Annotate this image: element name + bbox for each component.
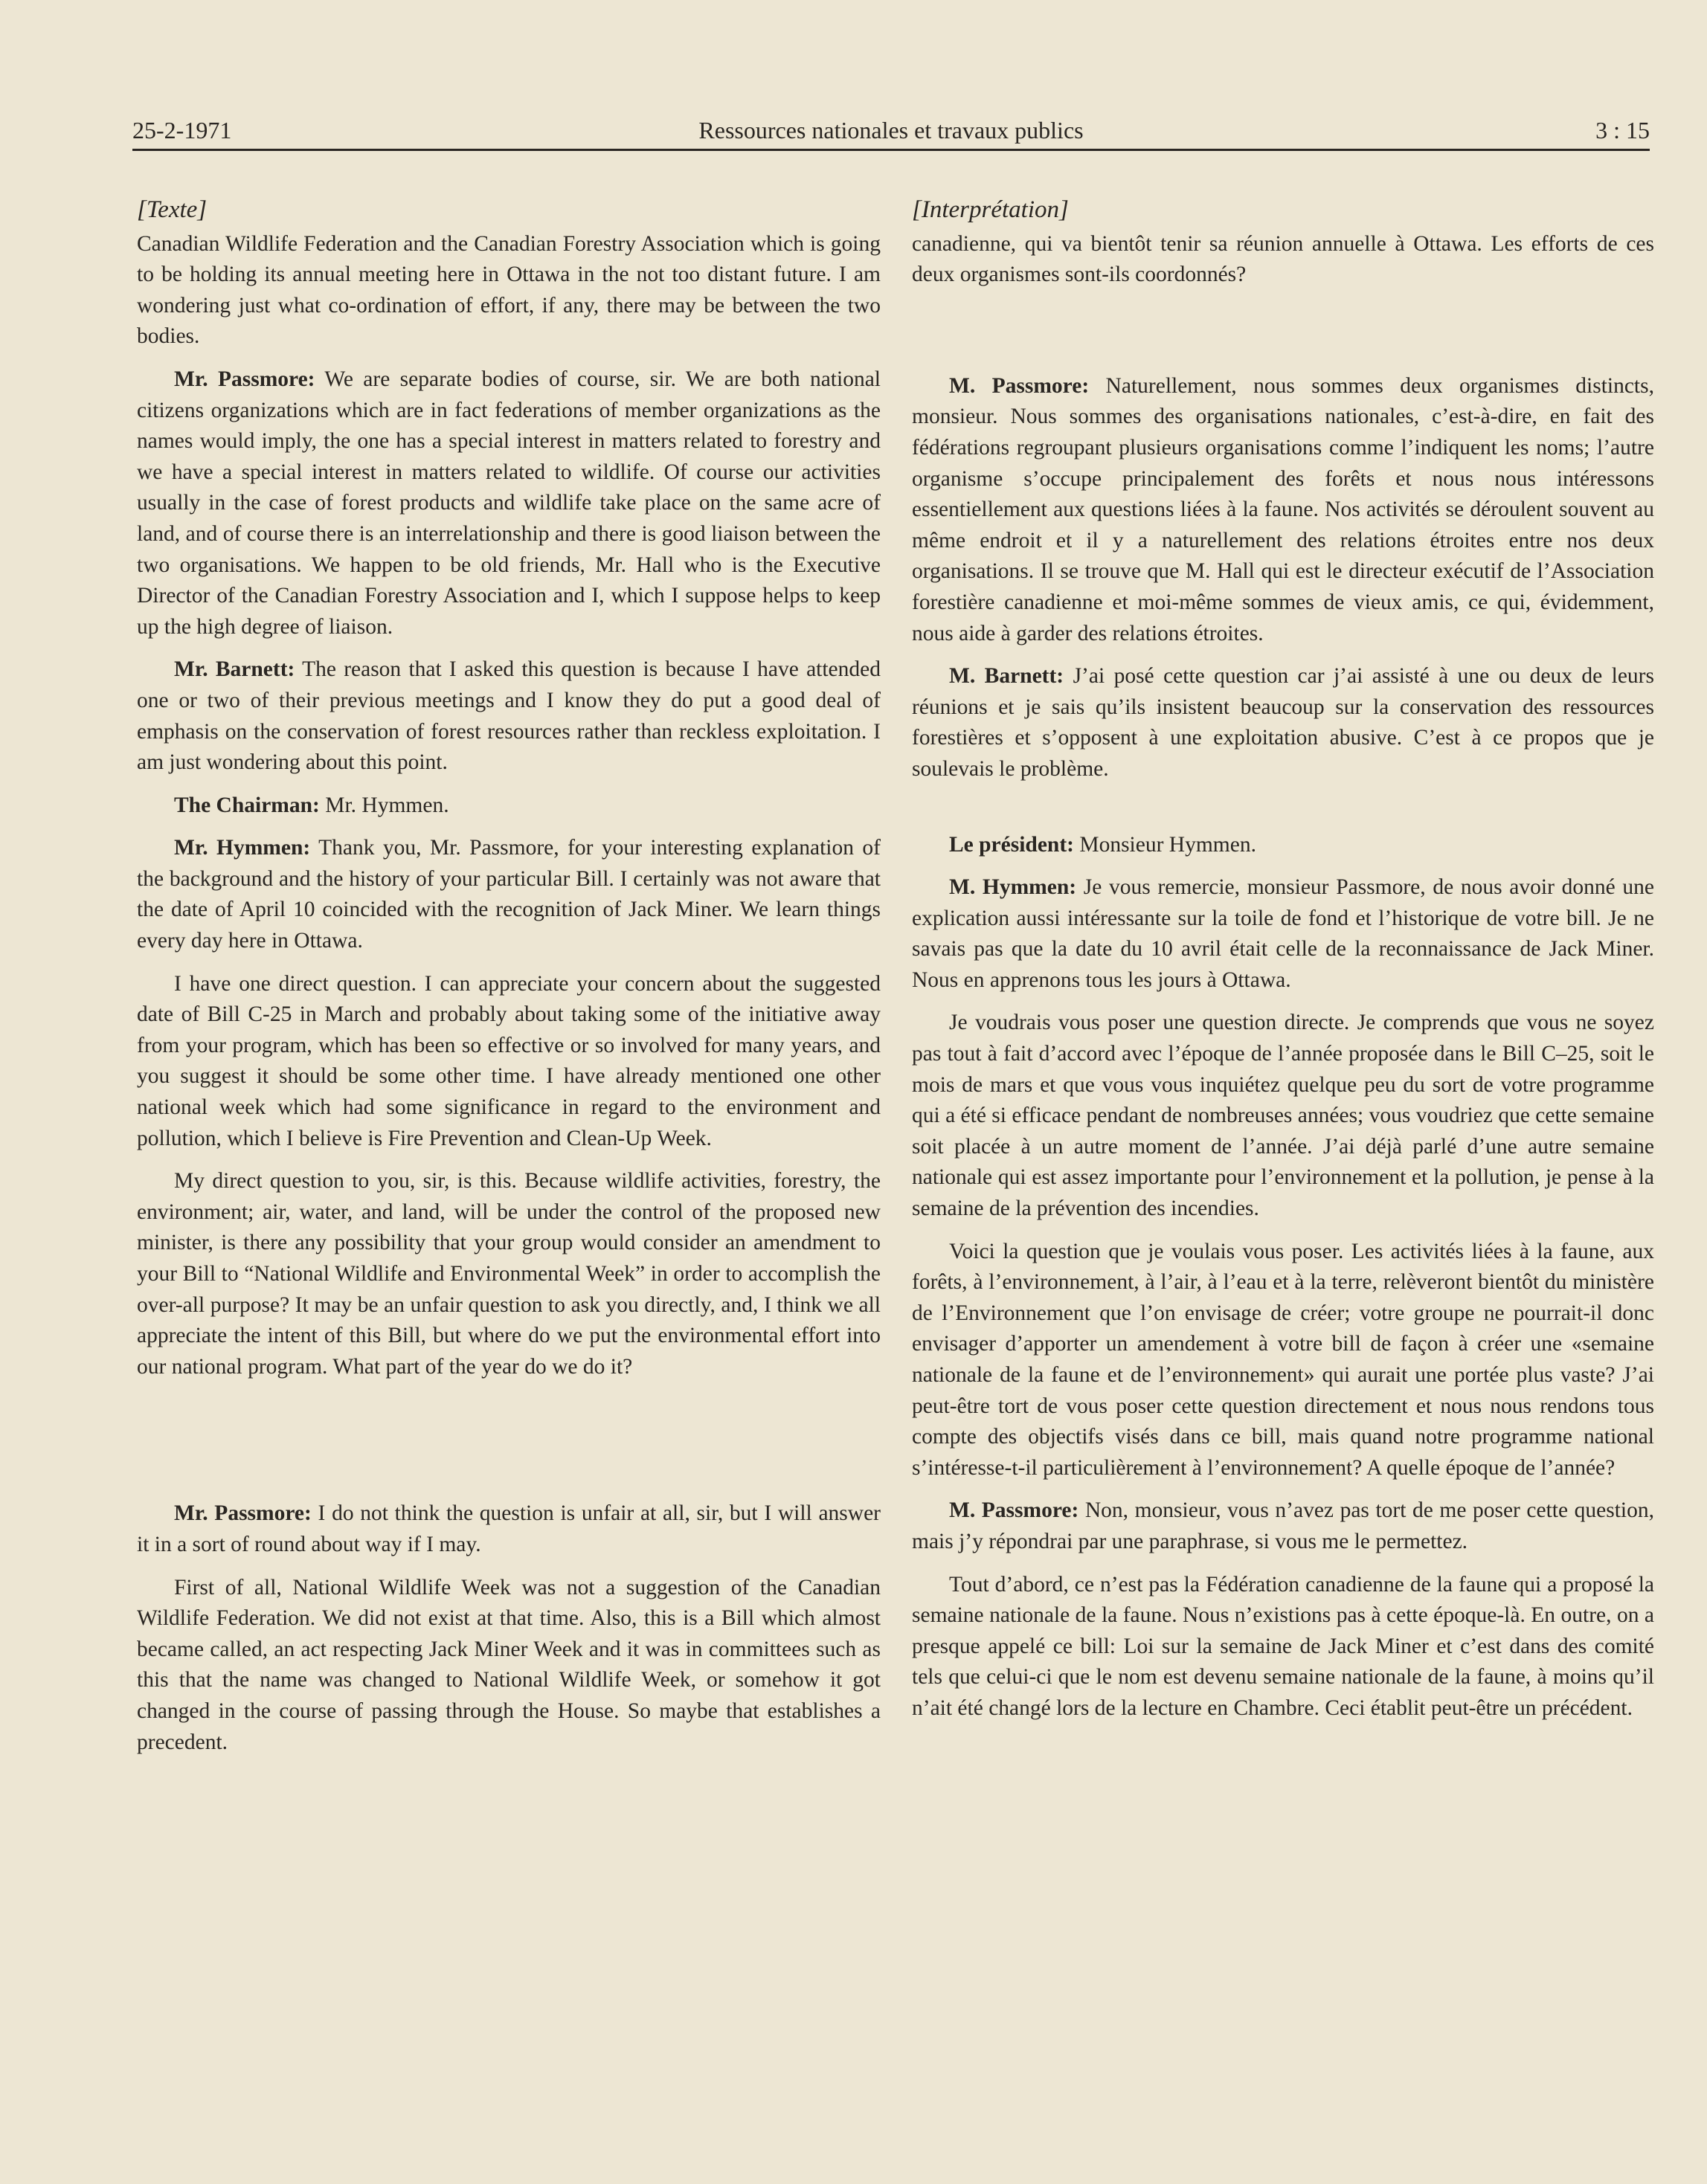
- paragraph: [912, 371, 1654, 649]
- speech-text: Naturellement, nous sommes deux organismes distincts, monsieur. Nous sommes des organisations nationales, c’est-à-dire, en fait des fédérations regroupant plusieurs organisations comme l’indiquent les noms; l’autre organisme s’occupe principalement des forêts et nous nous intéressons essentiellement aux questions liées à la faune. Nos activités se déroulent souvent au même endroit et il y a naturellement des relations étroites entre nos deux organisations. Il se trouve que M. Hall qui est le directeur exécutif de l’Association forestière canadienne et moi-même sommes de vieux amis, ce qui, évidemment, nous aide à garder des relations étroites.: [912, 373, 1654, 645]
- speech-text: J’ai posé cette question car j’ai assisté à une ou deux de leurs réunions et je sais qu’ils insistent beaucoup sur la conservation des ressources forestières et s’opposent à une exploitation abusive. C’est à ce propos que je soulevais le problème.: [912, 664, 1654, 781]
- paragraph: [137, 790, 881, 822]
- speaker-name: The Chairman:: [174, 793, 320, 817]
- paragraph: [137, 1498, 881, 1560]
- paragraph: [137, 364, 881, 642]
- speech-text: Je vous remercie, monsieur Passmore, de nous avoir donné une explication aussi intéressante sur la toile de fond et l’historique de votre bill. Je ne savais pas que la date du 10 avril était celle de la reconnaissance de Jack Miner. Nous en apprenons tous les jours à Ottawa.: [912, 875, 1654, 992]
- speech-text: The reason that I asked this question is because I have attended one or two of their previous meetings and I know they do put a good deal of emphasis on the conservation of forest resources rather than reckless exploitation. I am just wondering about this point.: [137, 657, 881, 775]
- paragraph: Voici la question que je voulais vous poser. Les activités liées à la faune, aux forêts, à l’environnement, à l’air, à l’eau et à la terre, relèveront bientôt du ministère de l’Environnement que l’on envisage de créer; votre groupe ne pourrait-il donc envisager d’apporter un amendement à votre bill de façon à créer une «semaine nationale de la faune et de l’environnement» qui aurait une portée plus vaste? J’ai peut-être tort de vous poser cette question directement et nous nous rendons tous compte des objectifs visés dans ce bill, mais quand notre programme national s’intéresse-t-il particulièrement à l’environnement? A quelle époque de l’année?: [912, 1239, 1654, 1480]
- text-label: [Texte]: [137, 196, 208, 223]
- speaker-name: Mr. Passmore:: [174, 1501, 312, 1526]
- speech-text: We are separate bodies of course, sir. We are both national citizens organizations which are in fact federations of member organizations as the names would imply, the one has a special interest in matters related to forestry and we have a special interest in matters related to wildlife. Of course our activities usually in the case of forest products and wildlife take place on the same acre of land, and of course there is an interrelationship and there is good liaison between the two organisations. We happen to be old friends, Mr. Hall who is the Executive Director of the Canadian Forestry Association and I, which I suppose helps to keep up the high degree of liaison.: [137, 367, 881, 639]
- interpretation-label: [Interprétation]: [912, 196, 1069, 223]
- paragraph: canadienne, qui va bientôt tenir sa réunion annuelle à Ottawa. Les efforts de ces deux organismes sont-ils coordonnés?: [912, 231, 1654, 287]
- speech-text: Thank you, Mr. Passmore, for your interesting explanation of the background and the history of your particular Bill. I certainly was not aware that the date of April 10 coincided with the recognition of Jack Miner. We learn things every day here in Ottawa.: [137, 836, 881, 953]
- paragraph: Je voudrais vous poser une question directe. Je comprends que vous ne soyez pas tout à fait d’accord avec l’époque de l’année proposée dans le Bill C–25, soit le mois de mars et que vous vous inquiétez quelque peu du sort de votre programme qui a été si efficace pendant de nombreuses années; vous voudriez que cette semaine soit placée à un autre moment de l’année. J’ai déjà parlé d’une autre semaine nationale qui est assez importante pour l’environnement et la pollution, je pense à la semaine de la prévention des incendies.: [912, 1011, 1654, 1221]
- paragraph: [137, 654, 881, 778]
- paragraph: Tout d’abord, ce n’est pas la Fédération canadienne de la faune qui a proposé la semaine nationale de la faune. Nous n’existions pas à cette époque-là. En outre, on a presque appelé ce bill: Loi sur la semaine de Jack Miner et c’est dans des comité tels que celui-ci que le nom est devenu semaine nationale de la faune, à moins qu’il n’ait été changé lors de la lecture en Chambre. Ceci établit peut-être un précédent.: [912, 1572, 1654, 1720]
- speech-text: I do not think the question is unfair at all, sir, but I will answer it in a sort of round about way if I may.: [137, 1501, 881, 1556]
- speaker-name: M. Barnett:: [949, 664, 1064, 689]
- paragraph: Canadian Wildlife Federation and the Canadian Forestry Association which is going to be holding its annual meeting here in Ottawa in the not too distant future. I am wondering just what co-ordination of effort, if any, there may be between the two bodies.: [137, 231, 881, 349]
- speaker-name: M. Passmore:: [949, 373, 1090, 398]
- paragraph: First of all, National Wildlife Week was not a suggestion of the Canadian Wildlife Federation. We did not exist at that time. Also, this is a Bill which almost became called, an act respecting Jack Miner Week and it was in committees such as this that the name was changed to National Wildlife Week, or somehow it got changed in the course of passing through the House. So maybe that establishes a precedent.: [137, 1575, 881, 1754]
- speech-text: Monsieur Hymmen.: [1073, 832, 1256, 857]
- paragraph: I have one direct question. I can appreciate your concern about the suggested date of Bill C-25 in March and probably about taking some of the initiative away from your program, which has been so effective or so involved for many years, and you suggest it should be some other time. I have already mentioned one other national week which had some significance in regard to the environment and pollution, which I believe is Fire Prevention and Clean-Up Week.: [137, 971, 881, 1150]
- speaker-name: Mr. Barnett:: [174, 657, 295, 682]
- paragraph: My direct question to you, sir, is this. Because wildlife activities, forestry, the environment; air, water, and land, will be under the control of the proposed new minister, is there any possibility that your group would consider an amendment to your Bill to “National Wildlife and Environmental Week” in order to accomplish the over-all purpose? It may be an unfair question to ask you directly, and, I think we all appreciate the intent of this Bill, but where do we put the environmental effort into our national program. What part of the year do we do it?: [137, 1169, 881, 1379]
- speaker-name: M. Passmore:: [949, 1498, 1079, 1523]
- speaker-name: M. Hymmen:: [949, 875, 1077, 900]
- paragraph: [912, 872, 1654, 996]
- speech-text: Mr. Hymmen.: [319, 793, 449, 817]
- header-title: Ressources nationales et travaux publics: [698, 117, 1084, 144]
- speaker-name: Mr. Passmore:: [174, 367, 315, 391]
- header-page-number: 3 : 15: [1595, 117, 1650, 144]
- english-column: [137, 195, 881, 1758]
- speaker-name: Mr. Hymmen:: [174, 836, 311, 860]
- speech-text: Non, monsieur, vous n’avez pas tort de me poser cette question, mais j’y répondrai par une paraphrase, si vous me le permettez.: [912, 1498, 1654, 1553]
- french-column: [912, 195, 1654, 1724]
- speaker-name: Le président:: [949, 832, 1074, 857]
- page-header: [132, 113, 1650, 147]
- paragraph: [137, 833, 881, 956]
- header-rule: [132, 149, 1650, 151]
- paragraph: [912, 830, 1654, 861]
- paragraph: [912, 1495, 1654, 1557]
- paragraph: [912, 661, 1654, 785]
- header-date: 25-2-1971: [132, 117, 232, 144]
